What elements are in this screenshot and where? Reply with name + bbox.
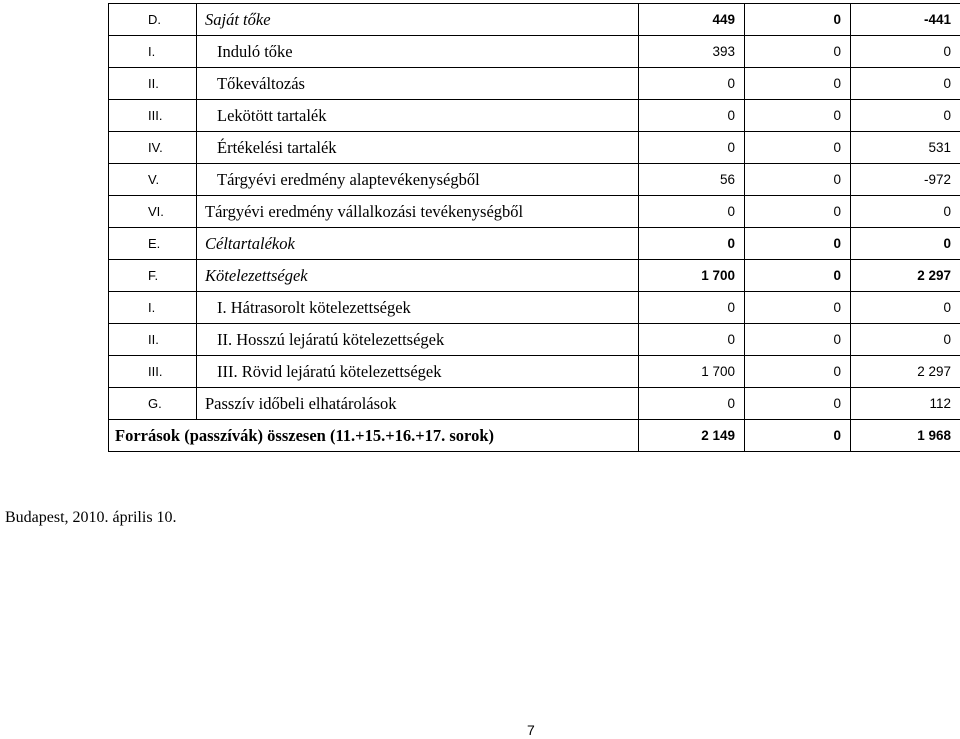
row-value-3: 2 297 bbox=[851, 356, 960, 388]
balance-sheet-table bbox=[108, 3, 960, 452]
table-row-liabilities bbox=[109, 260, 960, 292]
row-value-1: 0 bbox=[639, 388, 745, 420]
row-code: II. bbox=[109, 68, 197, 100]
row-label: Lekötött tartalék bbox=[197, 100, 639, 132]
row-code: IV. bbox=[109, 132, 197, 164]
row-value-3: 0 bbox=[851, 196, 960, 228]
row-value-2: 0 bbox=[745, 68, 851, 100]
row-value-2: 0 bbox=[745, 388, 851, 420]
row-code: G. bbox=[109, 388, 197, 420]
row-code: F. bbox=[109, 260, 197, 292]
row-code: II. bbox=[109, 324, 197, 356]
table-row-equity bbox=[109, 4, 960, 36]
row-label: Kötelezettségek bbox=[197, 260, 639, 292]
row-value-1: 0 bbox=[639, 292, 745, 324]
row-label: Tárgyévi eredmény alaptevékenységből bbox=[197, 164, 639, 196]
table-row bbox=[109, 36, 960, 68]
row-value-1: 0 bbox=[639, 196, 745, 228]
row-value-3: 0 bbox=[851, 100, 960, 132]
table-row-provisions bbox=[109, 228, 960, 260]
row-label: III. Rövid lejáratú kötelezettségek bbox=[197, 356, 639, 388]
row-value-1: 0 bbox=[639, 100, 745, 132]
row-value-3: 531 bbox=[851, 132, 960, 164]
table-row bbox=[109, 356, 960, 388]
row-value-2: 0 bbox=[745, 228, 851, 260]
row-value-2: 0 bbox=[745, 132, 851, 164]
row-label: Passzív időbeli elhatárolások bbox=[197, 388, 639, 420]
table-row bbox=[109, 132, 960, 164]
row-value-2: 0 bbox=[745, 356, 851, 388]
row-value-3: 0 bbox=[851, 324, 960, 356]
row-value-2: 0 bbox=[745, 260, 851, 292]
row-value-1: 0 bbox=[639, 132, 745, 164]
row-value-1: 1 700 bbox=[639, 260, 745, 292]
row-label: Induló tőke bbox=[197, 36, 639, 68]
row-code: III. bbox=[109, 100, 197, 132]
row-value-1: 393 bbox=[639, 36, 745, 68]
row-value-2: 0 bbox=[745, 292, 851, 324]
row-value-1: 0 bbox=[639, 324, 745, 356]
row-label: Tárgyévi eredmény vállalkozási tevékenységből bbox=[197, 196, 639, 228]
table-row bbox=[109, 68, 960, 100]
row-code: III. bbox=[109, 356, 197, 388]
row-value-3: -972 bbox=[851, 164, 960, 196]
row-value-2: 0 bbox=[745, 36, 851, 68]
row-value-3: -441 bbox=[851, 4, 960, 36]
row-value-2: 0 bbox=[745, 100, 851, 132]
row-code: VI. bbox=[109, 196, 197, 228]
row-code: I. bbox=[109, 292, 197, 324]
table-row bbox=[109, 292, 960, 324]
row-label: I. Hátrasorolt kötelezettségek bbox=[197, 292, 639, 324]
table-row-total bbox=[109, 420, 960, 452]
row-value-1: 0 bbox=[639, 68, 745, 100]
row-label: II. Hosszú lejáratú kötelezettségek bbox=[197, 324, 639, 356]
row-value-1: 449 bbox=[639, 4, 745, 36]
row-value-3: 0 bbox=[851, 36, 960, 68]
row-value-3: 0 bbox=[851, 292, 960, 324]
row-value-3: 112 bbox=[851, 388, 960, 420]
row-value-2: 0 bbox=[745, 4, 851, 36]
row-value-1: 1 700 bbox=[639, 356, 745, 388]
row-label: Saját tőke bbox=[197, 4, 639, 36]
place-and-date: Budapest, 2010. április 10. bbox=[5, 509, 177, 526]
table-row bbox=[109, 324, 960, 356]
row-value-3: 0 bbox=[851, 68, 960, 100]
total-value-2: 0 bbox=[745, 420, 851, 452]
table-row bbox=[109, 164, 960, 196]
total-label: Források (passzívák) összesen (11.+15.+16.+17. sorok) bbox=[109, 420, 639, 452]
row-code: I. bbox=[109, 36, 197, 68]
total-value-1: 2 149 bbox=[639, 420, 745, 452]
table-row bbox=[109, 388, 960, 420]
row-value-1: 56 bbox=[639, 164, 745, 196]
row-value-2: 0 bbox=[745, 324, 851, 356]
row-code: D. bbox=[109, 4, 197, 36]
row-label: Értékelési tartalék bbox=[197, 132, 639, 164]
row-code: E. bbox=[109, 228, 197, 260]
row-value-1: 0 bbox=[639, 228, 745, 260]
page-number: 7 bbox=[527, 722, 535, 738]
row-value-2: 0 bbox=[745, 164, 851, 196]
row-label: Tőkeváltozás bbox=[197, 68, 639, 100]
row-value-2: 0 bbox=[745, 196, 851, 228]
table-row bbox=[109, 196, 960, 228]
row-value-3: 0 bbox=[851, 228, 960, 260]
row-code: V. bbox=[109, 164, 197, 196]
total-value-3: 1 968 bbox=[851, 420, 960, 452]
row-value-3: 2 297 bbox=[851, 260, 960, 292]
row-label: Céltartalékok bbox=[197, 228, 639, 260]
table-row bbox=[109, 100, 960, 132]
